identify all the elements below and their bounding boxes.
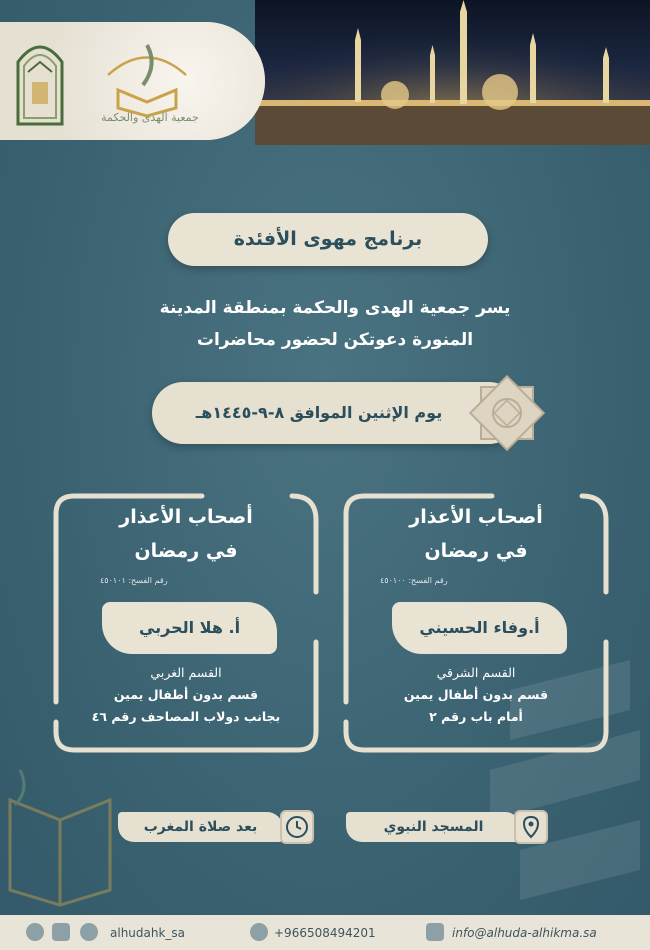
- place-label: المسجد النبوي: [346, 812, 521, 842]
- ministry-emblem: [14, 32, 66, 130]
- header: [0, 0, 650, 145]
- islamic-star-icon: [466, 372, 548, 454]
- detail-line-2: بجانب دولاب المصاحف رقم ٤٦: [91, 709, 281, 724]
- social-handle[interactable]: alhudahk_sa: [110, 926, 186, 940]
- invitation-text: [120, 292, 550, 356]
- lecture-card-east: [342, 492, 610, 754]
- email-icon[interactable]: [426, 923, 444, 941]
- date-text: يوم الإثنين الموافق ٨-٩-١٤٤٥هـ: [195, 403, 443, 422]
- email-address[interactable]: info@alhuda-alhikma.sa: [452, 926, 597, 940]
- card-title-line-1: أصحاب الأعذار: [409, 506, 543, 528]
- card-title-line-2: في رمضان: [134, 540, 238, 562]
- clock-icon: [280, 810, 314, 844]
- logo-name: جمعية الهدى والحكمة: [101, 111, 199, 124]
- instagram-icon[interactable]: [52, 923, 70, 941]
- phone-number[interactable]: +966508494201: [274, 926, 376, 940]
- card-title-line-2: في رمضان: [424, 540, 528, 562]
- invitation-line-2: المنورة دعوتكن لحضور محاضرات: [196, 330, 474, 350]
- permit-number: رقم الفسح: ٤٥٠١٠٠: [380, 576, 448, 585]
- twitter-icon[interactable]: [80, 923, 98, 941]
- card-title-line-1: أصحاب الأعذار: [119, 506, 253, 528]
- snapchat-icon[interactable]: [26, 923, 44, 941]
- book-decoration: [0, 760, 120, 910]
- permit-number: رقم الفسح: ٤٥٠١٠١: [100, 576, 168, 585]
- footer: [0, 915, 650, 950]
- detail-line-1: قسم بدون أطفال يمين: [113, 687, 259, 702]
- card-details: [52, 662, 320, 728]
- invitation-line-1: يسر جمعية الهدى والحكمة بمنطقة المدينة: [159, 298, 511, 318]
- detail-line-2: أمام باب رقم ٢: [429, 709, 523, 724]
- lecture-card-west: [52, 492, 320, 754]
- whatsapp-icon[interactable]: [250, 923, 268, 941]
- section-name: القسم الغربي: [150, 665, 222, 680]
- card-details: [342, 662, 610, 728]
- time-label: بعد صلاة المغرب: [118, 812, 283, 842]
- lecturer-name: أ.وفاء الحسيني: [392, 602, 567, 654]
- mosque-photo: [255, 0, 650, 145]
- detail-line-1: قسم بدون أطفال يمين: [403, 687, 549, 702]
- lecturer-name: أ. هلا الحربي: [102, 602, 277, 654]
- section-name: القسم الشرقي: [436, 665, 516, 680]
- location-pin-icon: [514, 810, 548, 844]
- program-title: برنامج مهوى الأفئدة: [168, 213, 488, 266]
